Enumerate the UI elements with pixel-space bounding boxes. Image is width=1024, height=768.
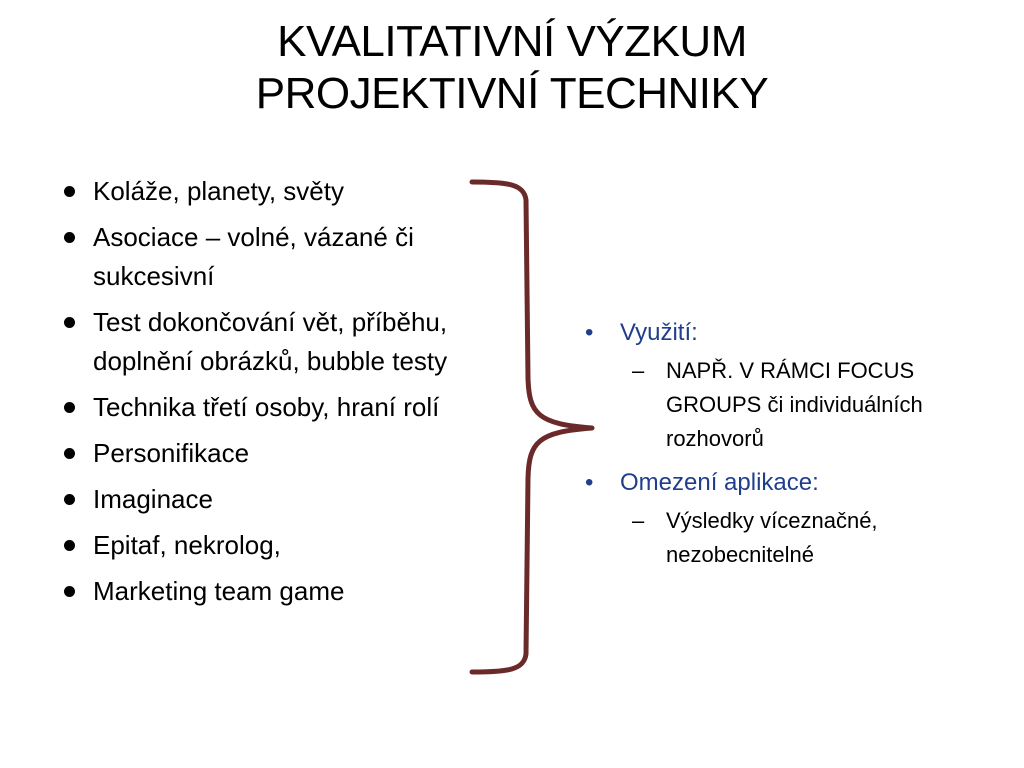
limits-sub-list	[620, 504, 1002, 572]
right-brace-icon	[468, 178, 598, 678]
list-item: Imaginace	[62, 480, 502, 519]
list-item: Personifikace	[62, 434, 502, 473]
title-line-1: KVALITATIVNÍ VÝZKUM	[277, 17, 747, 66]
dash-icon: –	[632, 508, 645, 533]
usage-label: Využití:	[620, 319, 698, 346]
bullet-icon	[64, 232, 75, 243]
list-item: Epitaf, nekrolog,	[62, 526, 502, 565]
list-item: Marketing team game	[62, 572, 502, 611]
list-item: Technika třetí osoby, hraní rolí	[62, 388, 502, 427]
bullet-icon	[64, 540, 75, 551]
usage-sub-item: – NAPŘ. V RÁMCI FOCUS GROUPS či individuálních rozhovorů	[620, 354, 1002, 456]
list-item: Test dokončování vět, příběhu, doplnění obrázků, bubble testy	[62, 303, 502, 381]
bullet-icon	[64, 186, 75, 197]
bullet-icon	[64, 448, 75, 459]
slide-title	[120, 16, 904, 120]
bullet-icon: •	[585, 319, 594, 346]
bullet-icon	[64, 317, 75, 328]
limits-label: Omezení aplikace:	[620, 469, 819, 496]
usage-sub-list	[620, 354, 1002, 456]
limits-sub-item: – Výsledky víceznačné, nezobecnitelné	[620, 504, 1002, 572]
usage-item	[582, 316, 1002, 456]
title-line-2: PROJEKTIVNÍ TECHNIKY	[255, 69, 769, 118]
techniques-list	[62, 172, 502, 618]
bullet-icon	[64, 402, 75, 413]
list-item: Asociace – volné, vázané či sukcesivní	[62, 218, 502, 296]
list-item: Koláže, planety, světy	[62, 172, 502, 211]
usage-list	[582, 316, 1002, 582]
bullet-icon	[64, 494, 75, 505]
brace-shape	[472, 182, 592, 672]
bullet-icon	[64, 586, 75, 597]
bullet-icon: •	[585, 469, 594, 496]
dash-icon: –	[632, 358, 645, 383]
limits-item	[582, 466, 1002, 572]
